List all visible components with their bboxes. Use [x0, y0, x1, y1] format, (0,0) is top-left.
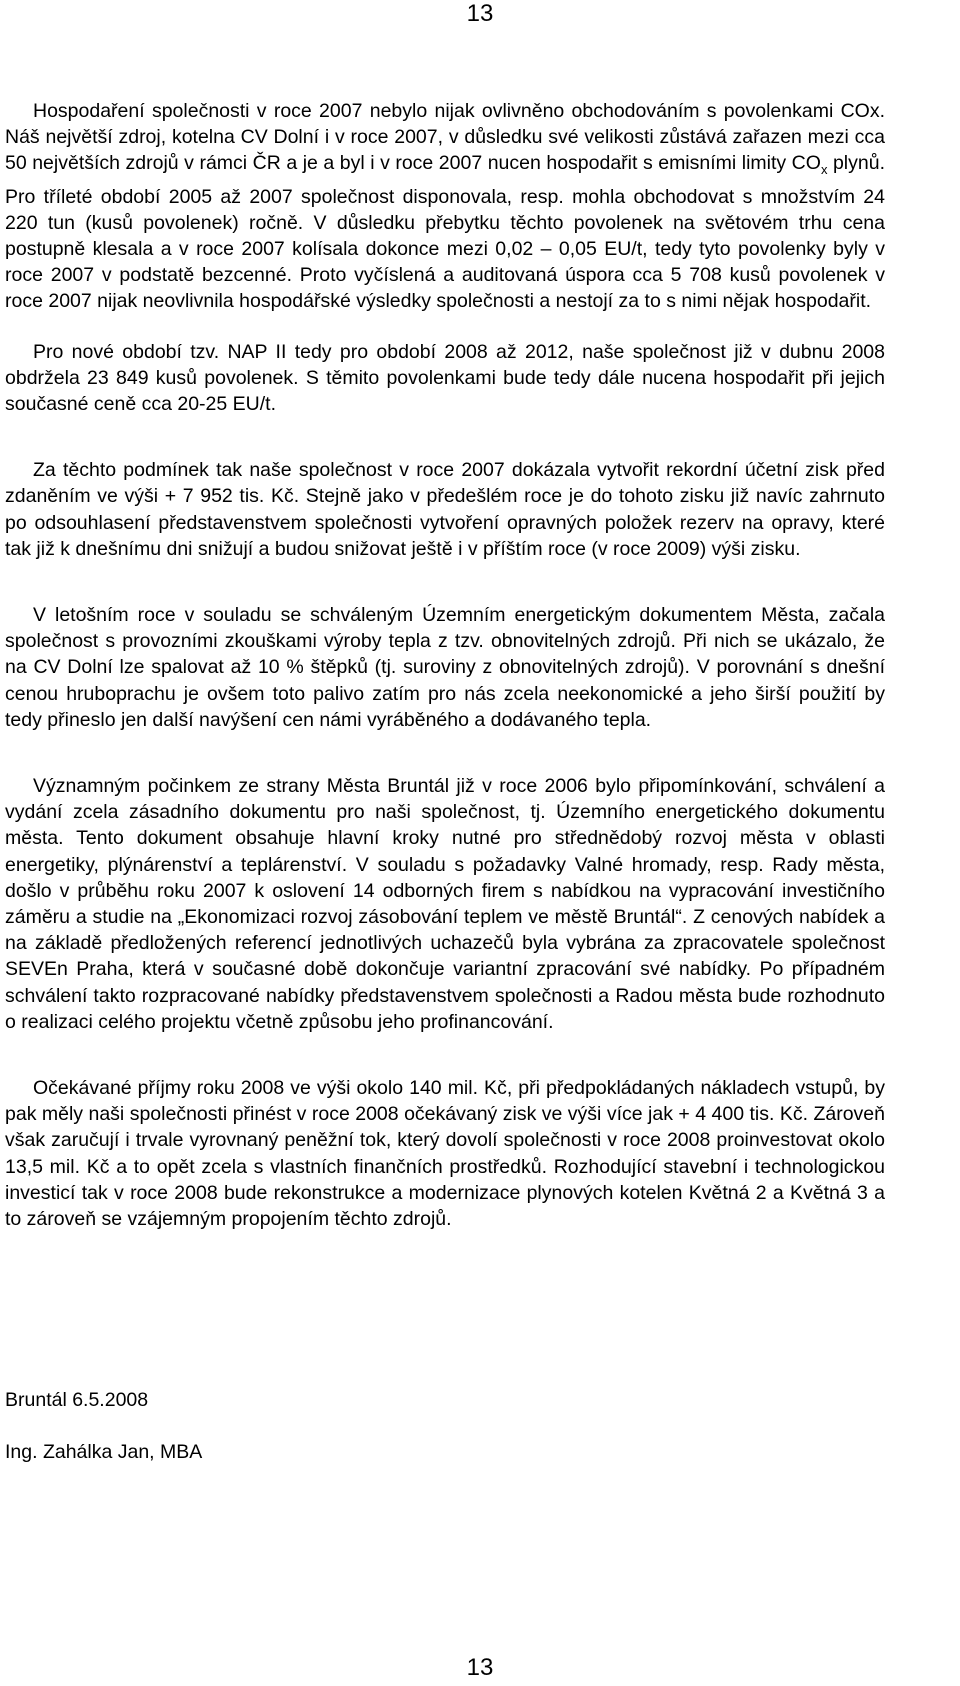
paragraph-outlook: Očekávané příjmy roku 2008 ve výši okolo 140 mil. Kč, při předpokládaných nákladech vstupů, by pak měly naši společnosti přinést v roce 2008 očekávaný zisk ve výši více jak + 4 400 tis. Kč. Zároveň však zaručují i trvale vyrovnaný peněžní tok, který dovolí společnosti v roce 2008 proinvestovat okolo 13,5 mil. Kč a to opět zcela s vlastních finančních prostředků. Rozhodující stavební i technologickou investicí tak v roce 2008 bude rekonstrukce a modernizace plynových kotelen Květná 2 a Květná 3 a to zároveň se vzájemným propojením těchto zdrojů.	[5, 1076, 885, 1230]
paragraph-nap: Pro nové období tzv. NAP II tedy pro období 2008 až 2012, naše společnost již v dubnu 2008 obdržela 23 849 kusů povolenek. S těmito povolenkami bude tedy dále nucena hospodařit při jejich současné ceně cca 20-25 EU/t.	[5, 340, 885, 415]
paragraph-profit: Za těchto podmínek tak naše společnost v roce 2007 dokázala vytvořit rekordní účetní zisk před zdaněním ve výši + 7 952 tis. Kč. Stejně jako v předešlém roce je do tohoto zisku již navíc zahrnuto po odsouhlasení představenstvem společnosti vytvoření opravných položek rezerv na opravy, které tak již k dnešnímu dni snižují a budou snižovat ještě i v příštím roce (v roce 2009) výši zisku.	[5, 459, 885, 560]
page-number-bottom: 13	[466, 1654, 494, 1681]
co-subscript: x	[820, 162, 828, 178]
paragraph-emissions	[5, 98, 885, 315]
document-body	[5, 98, 885, 1232]
paragraph-renewables: V letošním roce v souladu se schváleným Územním energetickým dokumentem Města, začala společnost s provozními zkouškami výroby tepla z tzv. obnovitelných zdrojů. Při nich se ukázalo, že na CV Dolní lze spalovat až 10 % štěpků (tj. suroviny z obnovitelných zdrojů). V porovnání s dnešní cenou hrubopraсhu je ovšem toto palivo zatím pro nás zcela neekonomické a jeho širší použití by tedy přineslo jen další navýšení cen námi vyráběného a dodávaného tepla.	[5, 603, 885, 731]
signature-name: Ing. Zahálka Jan, MBA	[5, 1441, 203, 1463]
page-number-top: 13	[466, 0, 494, 27]
signature-place-date: Bruntál 6.5.2008	[5, 1389, 149, 1411]
paragraph-emissions-part1: Hospodaření společnosti v roce 2007 nebylo nijak ovlivněno obchodováním s povolenkami COx. Náš největší zdroj, kotelna CV Dolní i v roce 2007, v důsledku své velikosti zůstává zařazen mezi cca 50 největších zdrojů v rámci ČR a je a byl i v roce 2007 nucen hospodařit s emisními limity CO	[5, 100, 885, 175]
paragraph-emissions-part2: plynů. Pro tříleté období 2005 až 2007 společnost disponovala, resp. mohla obchodovat s množstvím 24 220 tun (kusů povolenek) ročně. V důsledku přebytku těchto povolenek na světovém trhu cena postupně klesala a v roce 2007 kolísala dokonce mezi 0,02 – 0,05 EU/t, tedy tyto povolenky byly v roce 2007 v podstatě bezcenné. Proto vyčíslená a auditovaná úspora cca 5 708 kusů povolenek v roce 2007 nijak neovlivnila hospodářské výsledky společnosti a nestojí za to s nimi nějak hospodařit.	[5, 152, 885, 313]
paragraph-energy-document: Významným počinkem ze strany Města Bruntál již v roce 2006 bylo připomínkování, schválení a vydání zcela zásadního dokumentu pro naši společnost, tj. Územního energetického dokumentu města. Tento dokument obsahuje hlavní kroky nutné pro střednědobý rozvoj města v oblasti energetiky, plýnárenství a teplárenství. V souladu s požadavky Valné hromady, resp. Rady města, došlo v průběhu roku 2007 k oslovení 14 odborných firem s nabídkou na vypracování investičního záměru a studie na „Ekonomizaci rozvoj zásobování teplem ve městě Bruntál“. Z cenových nabídek a na základě předložených referencí jednotlivých uchazečů byla vybrána za zpracovatele společnost SEVEn Praha, která v současné době dokončuje variantní zpracování své nabídky. Po případném schválení takto rozpracované nabídky představenstvem společnosti a Radou města bude rozhodnuto o realizaci celého projektu včetně způsobu jeho profinancování.	[5, 774, 885, 1033]
